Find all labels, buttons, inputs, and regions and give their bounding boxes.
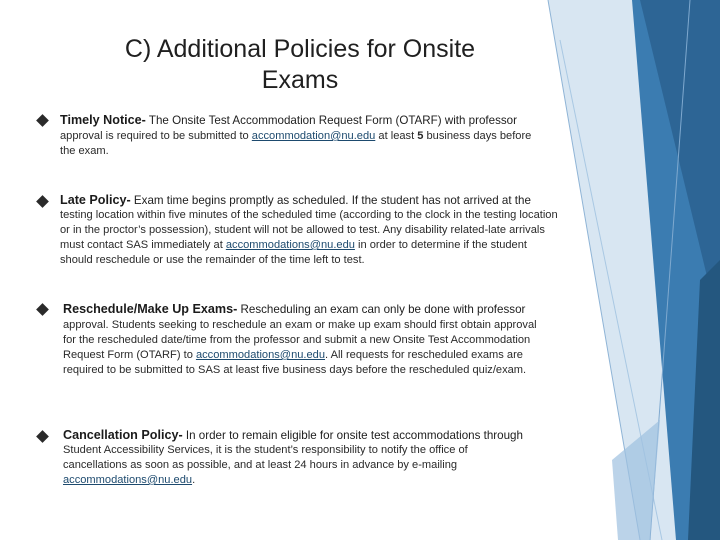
late-policy-heading: Late Policy- <box>60 193 131 207</box>
business-days-number: 5 <box>417 130 424 142</box>
late-policy-email-link[interactable]: accommodations@nu.edu <box>225 239 355 251</box>
timely-notice-body: approval is required to be submitted to accommodation@nu.edu at least 5 business days before the exam. <box>60 130 532 157</box>
cancellation-lead-text: In order to remain eligible for onsite test accommodations through <box>182 429 523 442</box>
reschedule-body: approval. Students seeking to reschedule an exam or make up exam should first obtain approval for the rescheduled date/time from the professor and submit a new Onsite Test Accommodation Request Form (OTARF) to accommodations@nu.edu. All requests for rescheduled exams are required to be submitted to SAS at least five business days before the rescheduled quiz/exam. <box>63 319 537 376</box>
late-policy-lead-text: Exam time begins promptly as scheduled. If the student has not arrived at the <box>130 194 531 207</box>
late-policy-lead <box>60 193 531 208</box>
slide-title-line-2: Exams <box>261 66 339 94</box>
cancellation-body: Student Accessibility Services, it is the student’s responsibility to notify the office of cancellations as soon as possible, and at least 24 hours in advance by e-mailing accommodations@nu.edu. <box>63 444 468 486</box>
reschedule-lead <box>63 302 525 317</box>
reschedule-lead-text: Rescheduling an exam can only be done with professor <box>237 303 526 316</box>
slide-title <box>20 34 580 96</box>
timely-notice-email-link[interactable]: accommodation@nu.edu <box>251 130 376 142</box>
late-policy-body: testing location within five minutes of the scheduled time (according to the clock in the testing location or in the proctor’s possession), student will not be allowed to test. Any disability related-late arrivals must contact SAS immediately at accommodations@nu.edu in order to determine if the student should reschedule or use the remainder of the time left to test. <box>60 209 558 266</box>
cancellation-heading: Cancellation Policy- <box>63 428 183 442</box>
reschedule-heading: Reschedule/Make Up Exams- <box>63 302 238 316</box>
timely-notice-heading: Timely Notice- <box>60 113 146 127</box>
timely-notice-lead <box>60 113 517 128</box>
cancellation-email-link[interactable]: accommodations@nu.edu <box>63 474 193 486</box>
cancellation-lead <box>63 428 523 443</box>
timely-notice-lead-text: The Onsite Test Accommodation Request Form (OTARF) with professor <box>145 114 517 127</box>
reschedule-email-link[interactable]: accommodations@nu.edu <box>195 349 326 361</box>
slide-title-line-1: C) Additional Policies for Onsite <box>124 35 476 63</box>
